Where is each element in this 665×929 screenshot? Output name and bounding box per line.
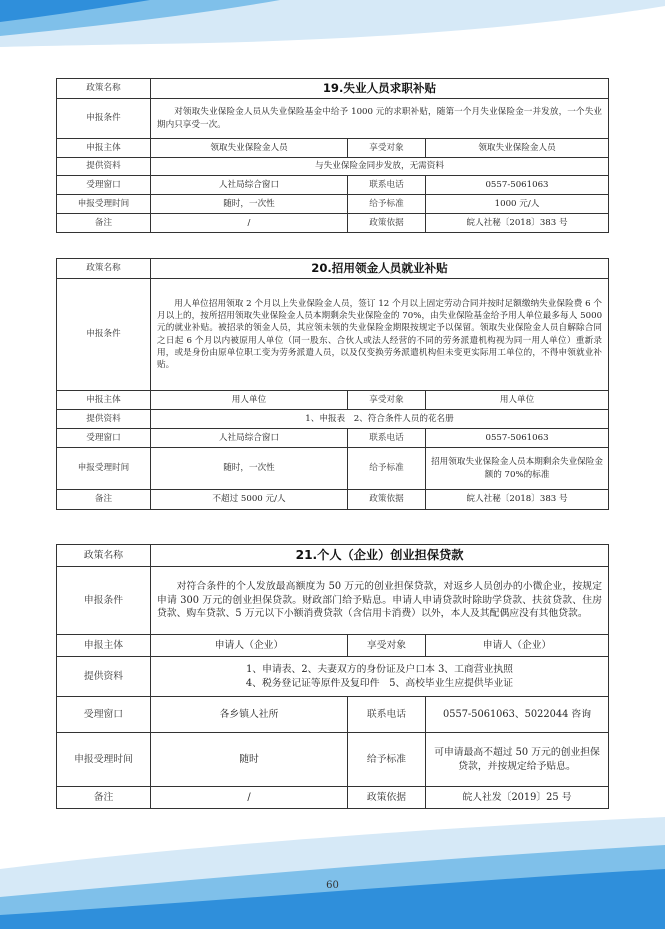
standard-label: 给予标准 (348, 448, 426, 490)
subject-label: 申报主体 (57, 139, 151, 158)
policy-title: 20.招用领金人员就业补贴 (151, 259, 609, 279)
window-value: 人社局综合窗口 (151, 429, 348, 448)
beneficiary-label: 享受对象 (348, 139, 426, 158)
remarks-label: 备注 (57, 214, 151, 233)
beneficiary-value: 申请人（企业） (426, 635, 609, 657)
phone-value: 0557-5061063、5022044 咨询 (426, 697, 609, 733)
top-wave-decoration (0, 0, 665, 70)
materials-line-1: 1、申请表、2、夫妻双方的身份证及户口本 3、工商营业执照 (246, 663, 513, 675)
basis-value: 皖人社秘〔2018〕383 号 (426, 214, 609, 233)
policy-table-21 (56, 544, 609, 809)
bottom-wave-decoration (0, 789, 665, 929)
window-value: 人社局综合窗口 (151, 176, 348, 195)
remarks-value: / (151, 787, 348, 809)
conditions-text: 用人单位招用领取 2 个月以上失业保险金人员，签订 12 个月以上固定劳动合同并按时足额缴纳失业保险费 6 个月以上的，按所招用领取失业保险金人员本期剩余失业保险金的 70%，由失业保险基金给予用人单位最多每人 5000 元的就业补贴。被招录的领金人员，其应领未领的失业保险金期限按规定予以保留。领取失业保险金人员自解除合同之日起 6 个月以内被原用人单位（同一股东、合伙人或法人经营的不同的劳务派遣机构视为同一用人单位）重新录用，或是身份由原单位职工变为劳务派遣人员，以及仅变换劳务派遣机构但未变更实际用工单位的，不得申领就业补贴。 (151, 279, 609, 391)
phone-label: 联系电话 (348, 697, 426, 733)
time-label: 申报受理时间 (57, 195, 151, 214)
basis-label: 政策依据 (348, 214, 426, 233)
materials-value (151, 657, 609, 697)
materials-label: 提供资料 (57, 410, 151, 429)
time-value: 随时，一次性 (151, 448, 348, 490)
window-label: 受理窗口 (57, 429, 151, 448)
basis-value: 皖人社发〔2019〕25 号 (426, 787, 609, 809)
materials-label: 提供资料 (57, 657, 151, 697)
page-number: 60 (326, 880, 339, 891)
beneficiary-label: 享受对象 (348, 635, 426, 657)
remarks-label: 备注 (57, 787, 151, 809)
policy-title: 19.失业人员求职补贴 (151, 79, 609, 99)
materials-line-2: 4、税务登记证等原件及复印件 5、高校毕业生应提供毕业证 (245, 677, 514, 689)
policy-name-label: 政策名称 (57, 79, 151, 99)
conditions-text: 对领取失业保险金人员从失业保险基金中给予 1000 元的求职补贴，随第一个月失业保险金一并发放，一个失业期内只享受一次。 (151, 99, 609, 139)
beneficiary-label: 享受对象 (348, 391, 426, 410)
subject-label: 申报主体 (57, 635, 151, 657)
materials-label: 提供资料 (57, 158, 151, 176)
subject-label: 申报主体 (57, 391, 151, 410)
phone-label: 联系电话 (348, 176, 426, 195)
phone-value: 0557-5061063 (426, 176, 609, 195)
materials-value: 与失业保险金同步发放，无需资料 (151, 158, 609, 176)
remarks-value: 不超过 5000 元/人 (151, 490, 348, 510)
policy-table-19 (56, 78, 609, 233)
standard-label: 给予标准 (348, 733, 426, 787)
remarks-value: / (151, 214, 348, 233)
basis-label: 政策依据 (348, 490, 426, 510)
conditions-label: 申报条件 (57, 567, 151, 635)
beneficiary-value: 领取失业保险金人员 (426, 139, 609, 158)
window-label: 受理窗口 (57, 176, 151, 195)
subject-value: 领取失业保险金人员 (151, 139, 348, 158)
subject-value: 用人单位 (151, 391, 348, 410)
standard-value: 招用领取失业保险金人员本期剩余失业保险金额的 70%的标准 (426, 448, 609, 490)
conditions-label: 申报条件 (57, 279, 151, 391)
policy-name-label: 政策名称 (57, 545, 151, 567)
standard-value: 1000 元/人 (426, 195, 609, 214)
basis-value: 皖人社秘〔2018〕383 号 (426, 490, 609, 510)
conditions-label: 申报条件 (57, 99, 151, 139)
materials-value: 1、申报表 2、符合条件人员的花名册 (151, 410, 609, 429)
window-label: 受理窗口 (57, 697, 151, 733)
basis-label: 政策依据 (348, 787, 426, 809)
time-value: 随时 (151, 733, 348, 787)
time-label: 申报受理时间 (57, 448, 151, 490)
subject-value: 申请人（企业） (151, 635, 348, 657)
remarks-label: 备注 (57, 490, 151, 510)
conditions-text: 对符合条件的个人发放最高额度为 50 万元的创业担保贷款，对返乡人员创办的小微企业，按规定申请 300 万元的创业担保贷款。财政部门给予贴息。申请人申请贷款时除助学贷款、扶贫贷款、住房贷款、购车贷款、5 万元以下小额消费贷款（含信用卡消费）以外，本人及其配偶应没有其他贷款。 (151, 567, 609, 635)
phone-label: 联系电话 (348, 429, 426, 448)
standard-label: 给予标准 (348, 195, 426, 214)
policy-name-label: 政策名称 (57, 259, 151, 279)
policy-table-20 (56, 258, 609, 510)
phone-value: 0557-5061063 (426, 429, 609, 448)
policy-title: 21.个人（企业）创业担保贷款 (151, 545, 609, 567)
time-label: 申报受理时间 (57, 733, 151, 787)
time-value: 随时，一次性 (151, 195, 348, 214)
beneficiary-value: 用人单位 (426, 391, 609, 410)
window-value: 各乡镇人社所 (151, 697, 348, 733)
standard-value: 可申请最高不超过 50 万元的创业担保贷款，并按规定给予贴息。 (426, 733, 609, 787)
